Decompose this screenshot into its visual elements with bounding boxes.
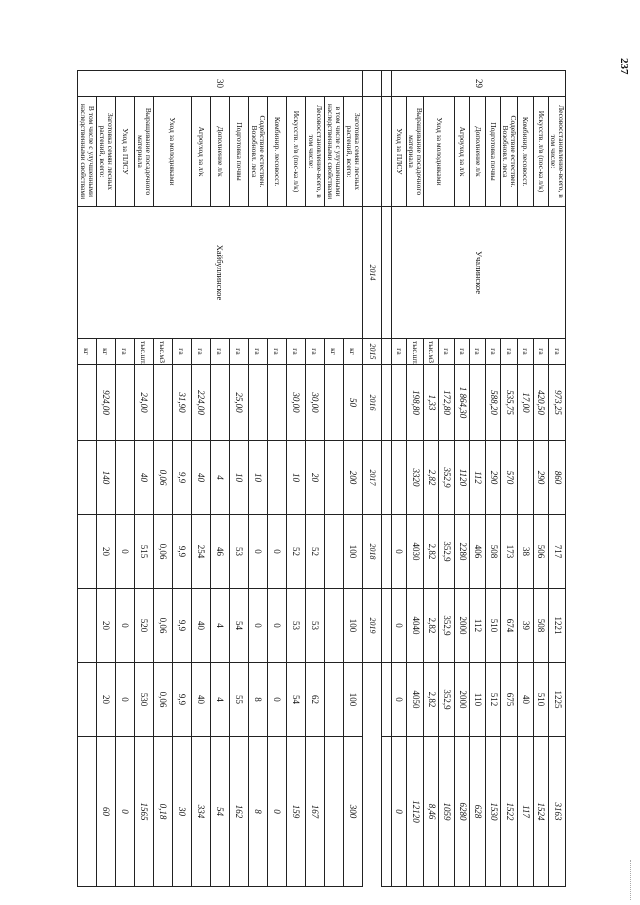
year-header-unit-blank [362, 97, 381, 207]
row-label: В том числе с улучшенными наследственными свойствами [77, 97, 96, 207]
value-cell: 40 [191, 663, 210, 737]
value-cell: 40 [518, 663, 534, 737]
value-cell [391, 441, 407, 515]
unit-cell: га [191, 339, 210, 365]
value-cell: 588,20 [486, 365, 502, 441]
value-cell: 2,82 [424, 589, 440, 663]
value-cell: 0 [248, 589, 267, 663]
value-cell: 54 [210, 737, 229, 887]
value-cell [324, 365, 343, 441]
value-cell: 0 [115, 663, 134, 737]
value-cell: 20 [96, 515, 115, 589]
row-label: Содействие естествен. Возобновл. леса [501, 97, 518, 207]
row-label: Лесовосстановление-всего, в том числе: [305, 97, 324, 207]
value-cell [470, 365, 486, 441]
year-header-cell: 2019 [362, 589, 381, 663]
value-cell: 1522 [501, 737, 518, 887]
unit-cell: га [470, 339, 486, 365]
unit-cell: га [501, 339, 518, 365]
year-header-cell: 2016 [362, 365, 381, 441]
value-cell: 352,9 [439, 589, 455, 663]
year-header-cell: 2015 [362, 339, 381, 365]
row-label: Комбинир. лесовосст. [267, 97, 286, 207]
table-row [267, 71, 286, 887]
value-cell: 6280 [455, 737, 471, 887]
value-cell: 510 [486, 589, 502, 663]
unit-cell: тыс.шт. [134, 339, 153, 365]
value-cell: 9,9 [172, 515, 191, 589]
unit-cell: кг [324, 339, 343, 365]
value-cell [267, 365, 286, 441]
value-cell: 53 [305, 589, 324, 663]
scan-edge-mark [630, 860, 632, 900]
value-cell [77, 663, 96, 737]
row-label: Уход за молодняками [153, 97, 191, 207]
value-cell: 508 [533, 589, 549, 663]
value-cell: 200 [343, 441, 362, 515]
row-label: Комбинир. лесовосст. [518, 97, 534, 207]
value-cell [77, 441, 96, 515]
value-cell: 352,9 [439, 515, 455, 589]
value-cell: 172,80 [439, 365, 455, 441]
row-label: Дополнение л/к [210, 97, 229, 207]
value-cell: 628 [470, 737, 486, 887]
value-cell: 0 [115, 737, 134, 887]
value-cell [115, 365, 134, 441]
value-cell: 3163 [549, 737, 566, 887]
value-cell: 53 [229, 515, 248, 589]
value-cell: 20 [96, 589, 115, 663]
value-cell: 1225 [549, 663, 566, 737]
value-cell: 20 [96, 663, 115, 737]
value-cell: 2000 [455, 663, 471, 737]
value-cell: 0,06 [153, 589, 172, 663]
value-cell: 290 [486, 441, 502, 515]
table-row [455, 71, 471, 887]
value-cell: 62 [305, 663, 324, 737]
value-cell: 512 [486, 663, 502, 737]
row-label: Подготовка почвы [486, 97, 502, 207]
table-row [172, 71, 191, 887]
block-number-cell: 29 [391, 71, 565, 97]
row-label: Уход за молодняками [424, 97, 455, 207]
value-cell: 300 [343, 737, 362, 887]
value-cell: 4030 [407, 515, 424, 589]
value-cell: 0 [267, 737, 286, 887]
value-cell: 1120 [455, 441, 471, 515]
row-label: Заготовка семян лесных растений, всего: [96, 97, 115, 207]
row-label: Выращивание посадочного материала [407, 97, 424, 207]
landscape-table-container [78, 70, 566, 886]
value-cell: 100 [343, 515, 362, 589]
value-cell: 25,00 [229, 365, 248, 441]
value-cell: 0 [267, 515, 286, 589]
separator-cell [381, 339, 391, 365]
value-cell [210, 365, 229, 441]
unit-cell: га [455, 339, 471, 365]
value-cell: 110 [470, 663, 486, 737]
row-label: Агроуход за л/к [455, 97, 471, 207]
unit-cell: га [486, 339, 502, 365]
value-cell: 8,46 [424, 737, 440, 887]
value-cell: 0 [248, 515, 267, 589]
value-cell: 159 [286, 737, 305, 887]
value-cell [324, 663, 343, 737]
value-cell: 0,06 [153, 441, 172, 515]
separator-cell [381, 71, 391, 97]
table-row [305, 71, 324, 887]
value-cell: 1221 [549, 589, 566, 663]
separator-cell [381, 589, 391, 663]
value-cell: 420,50 [533, 365, 549, 441]
value-cell: 3320 [407, 441, 424, 515]
table-row [229, 71, 248, 887]
value-cell: 52 [286, 515, 305, 589]
row-label: Подготовка почвы [229, 97, 248, 207]
value-cell: 254 [191, 515, 210, 589]
value-cell: 173 [501, 515, 518, 589]
value-cell: 973,25 [549, 365, 566, 441]
row-label: Дополнение л/к [470, 97, 486, 207]
value-cell: 2000 [455, 589, 471, 663]
value-cell: 520 [134, 589, 153, 663]
row-label: Уход за ПЛСУ [391, 97, 407, 207]
forestry-place-cell: Хайбуллинское [77, 207, 362, 339]
value-cell [77, 365, 96, 441]
row-label: Искусств. л/в (пос-ка л/к) [286, 97, 305, 207]
value-cell: 2,82 [424, 441, 440, 515]
value-cell: 0,06 [153, 663, 172, 737]
value-cell [77, 589, 96, 663]
value-cell [324, 737, 343, 887]
value-cell: 0 [267, 589, 286, 663]
value-cell: 40 [191, 441, 210, 515]
value-cell [248, 365, 267, 441]
value-cell: 4040 [407, 589, 424, 663]
table-row [486, 71, 502, 887]
value-cell: 0 [115, 515, 134, 589]
value-cell: 2280 [455, 515, 471, 589]
unit-cell: кг [96, 339, 115, 365]
block-number-cell: 30 [77, 71, 362, 97]
value-cell: 54 [286, 663, 305, 737]
value-cell: 860 [549, 441, 566, 515]
value-cell: 198,80 [407, 365, 424, 441]
value-cell: 10 [248, 441, 267, 515]
value-cell: 140 [96, 441, 115, 515]
row-label: Искусств. л/в (пос-ка л/к) [533, 97, 549, 207]
value-cell: 39 [518, 589, 534, 663]
value-cell: 4050 [407, 663, 424, 737]
value-cell: 8 [248, 737, 267, 887]
value-cell: 515 [134, 515, 153, 589]
separator-cell [381, 97, 391, 207]
value-cell: 20 [305, 441, 324, 515]
value-cell: 12120 [407, 737, 424, 887]
row-label: в том числе с улучшенными наследственными свойствами [324, 97, 343, 207]
value-cell: 1,33 [424, 365, 440, 441]
separator-cell [381, 365, 391, 441]
value-cell [267, 441, 286, 515]
row-label: Агроуход за л/к [191, 97, 210, 207]
value-cell: 0 [391, 515, 407, 589]
value-cell: 30 [172, 737, 191, 887]
value-cell: 675 [501, 663, 518, 737]
unit-cell: га [229, 339, 248, 365]
value-cell: 510 [533, 663, 549, 737]
value-cell: 9,9 [172, 589, 191, 663]
row-label: Лесовосстановление-всего, в том числе: [549, 97, 566, 207]
separator-cell [381, 663, 391, 737]
value-cell: 9,9 [172, 663, 191, 737]
value-cell: 1530 [486, 737, 502, 887]
table-row [324, 71, 343, 887]
value-cell [153, 365, 172, 441]
separator-cell [381, 441, 391, 515]
table-row [470, 71, 486, 887]
unit-cell: тыс.шт. [407, 339, 424, 365]
unit-cell: тыс.м3 [153, 339, 172, 365]
unit-cell: га [210, 339, 229, 365]
page-number: 237 [618, 58, 630, 75]
value-cell: 60 [96, 737, 115, 887]
row-label: Содействие естествен. Возобновл. леса [248, 97, 267, 207]
value-cell: 352,9 [439, 441, 455, 515]
table-row [96, 71, 115, 887]
unit-cell: тыс.м3 [424, 339, 440, 365]
table-row [343, 71, 362, 887]
value-cell: 162 [229, 737, 248, 887]
value-cell: 167 [305, 737, 324, 887]
table-row [518, 71, 534, 887]
value-cell: 117 [518, 737, 534, 887]
value-cell: 508 [486, 515, 502, 589]
table-row [533, 71, 549, 887]
value-cell: 52 [305, 515, 324, 589]
value-cell: 0 [391, 663, 407, 737]
value-cell: 46 [210, 515, 229, 589]
value-cell: 112 [470, 589, 486, 663]
separator-row [381, 71, 391, 887]
value-cell: 30,00 [305, 365, 324, 441]
value-cell: 54 [229, 589, 248, 663]
value-cell: 40 [191, 589, 210, 663]
value-cell: 4 [210, 441, 229, 515]
value-cell: 1524 [533, 737, 549, 887]
year-header-cell: 2018 [362, 515, 381, 589]
value-cell [518, 441, 534, 515]
value-cell: 0 [115, 589, 134, 663]
value-cell: 40 [134, 441, 153, 515]
value-cell: 38 [518, 515, 534, 589]
table-row [77, 71, 96, 887]
unit-cell: га [518, 339, 534, 365]
value-cell: 112 [470, 441, 486, 515]
value-cell: 24,00 [134, 365, 153, 441]
unit-cell: га [439, 339, 455, 365]
value-cell: 53 [286, 589, 305, 663]
separator-cell [381, 737, 391, 887]
value-cell: 924,00 [96, 365, 115, 441]
value-cell: 535,75 [501, 365, 518, 441]
table-row [439, 71, 455, 887]
value-cell [324, 441, 343, 515]
separator-cell [381, 207, 391, 339]
table-row [134, 71, 153, 887]
value-cell: 570 [501, 441, 518, 515]
value-cell: 0,06 [153, 515, 172, 589]
table-row [210, 71, 229, 887]
value-cell: 4 [210, 663, 229, 737]
value-cell: 2,82 [424, 663, 440, 737]
unit-cell: га [549, 339, 566, 365]
row-label: Уход за ПЛСУ [115, 97, 134, 207]
value-cell: 1565 [134, 737, 153, 887]
value-cell [115, 441, 134, 515]
value-cell: 100 [343, 589, 362, 663]
value-cell: 406 [470, 515, 486, 589]
value-cell [324, 589, 343, 663]
row-label: Выращивание посадочного материала [134, 97, 153, 207]
forestry-place-cell: Учалинское [391, 207, 565, 339]
value-cell: 334 [191, 737, 210, 887]
table-row [501, 71, 518, 887]
table-row [286, 71, 305, 887]
value-cell: 17,00 [518, 365, 534, 441]
value-cell: 2,82 [424, 515, 440, 589]
table-row [191, 71, 210, 887]
separator-cell [381, 515, 391, 589]
table-row [407, 71, 424, 887]
unit-cell: га [533, 339, 549, 365]
value-cell: 4 [210, 589, 229, 663]
value-cell: 506 [533, 515, 549, 589]
table-row [248, 71, 267, 887]
value-cell: 9,9 [172, 441, 191, 515]
unit-cell: га [305, 339, 324, 365]
unit-cell: га [267, 339, 286, 365]
value-cell: 8 [248, 663, 267, 737]
unit-cell: кг [77, 339, 96, 365]
year-header-cell: 2017 [362, 441, 381, 515]
value-cell: 0 [391, 737, 407, 887]
reforestation-plan-table [77, 70, 566, 887]
table-row [391, 71, 407, 887]
value-cell: 717 [549, 515, 566, 589]
unit-cell: кг [343, 339, 362, 365]
value-cell [77, 737, 96, 887]
table-row [549, 71, 566, 887]
unit-cell: га [286, 339, 305, 365]
value-cell: 530 [134, 663, 153, 737]
value-cell: 10 [286, 441, 305, 515]
value-cell: 0 [391, 589, 407, 663]
year-header-row [362, 71, 381, 887]
value-cell [77, 515, 96, 589]
value-cell: 100 [343, 663, 362, 737]
value-cell: 1 864,30 [455, 365, 471, 441]
year-header-blank [362, 71, 381, 97]
value-cell [324, 515, 343, 589]
value-cell: 55 [229, 663, 248, 737]
value-cell: 0,18 [153, 737, 172, 887]
value-cell [391, 365, 407, 441]
row-label: Заготовка семян лесных растений, всего: [343, 97, 362, 207]
unit-cell: га [172, 339, 191, 365]
value-cell: 0 [267, 663, 286, 737]
table-row [115, 71, 134, 887]
unit-cell: га [248, 339, 267, 365]
table-rotation-frame [78, 70, 566, 886]
value-cell: 10 [229, 441, 248, 515]
value-cell: 674 [501, 589, 518, 663]
value-cell: 290 [533, 441, 549, 515]
value-cell: 352,9 [439, 663, 455, 737]
value-cell: 50 [343, 365, 362, 441]
value-cell: 30,00 [286, 365, 305, 441]
year-header-cell: 2014 [362, 207, 381, 339]
value-cell: 224,00 [191, 365, 210, 441]
unit-cell: га [391, 339, 407, 365]
value-cell: 31,90 [172, 365, 191, 441]
value-cell: 1059 [439, 737, 455, 887]
unit-cell: га [115, 339, 134, 365]
